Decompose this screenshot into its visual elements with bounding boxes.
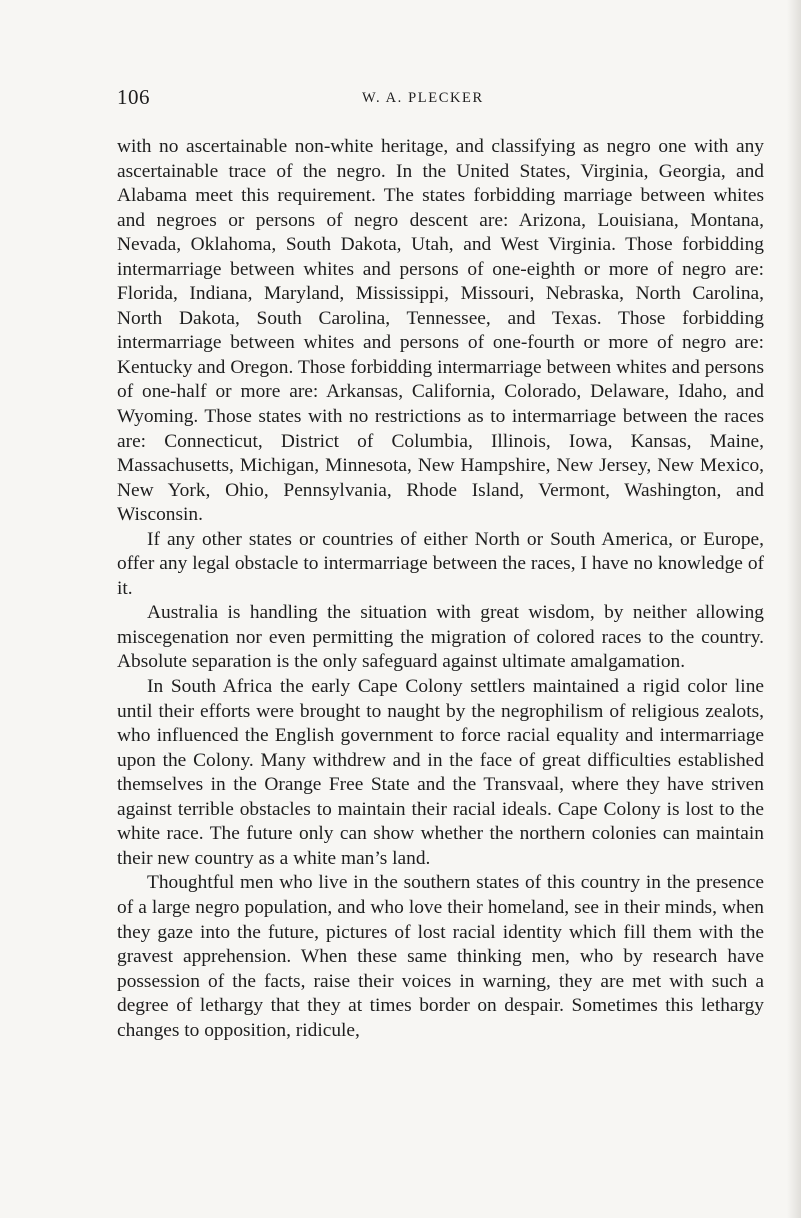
page-header: [117, 85, 767, 115]
running-head: W. A. PLECKER: [362, 90, 484, 106]
paragraph: In South Africa the early Cape Colony settlers maintained a rigid color line until their efforts were brought to naught by the negrophilism of religious zealots, who influenced the English government to force racial equality and intermarriage upon the Colony. Many withdrew and in the face of great difficulties established themselves in the Orange Free State and the Transvaal, where they have striven against terrible obstacles to maintain their racial ideals. Cape Colony is lost to the white race. The future only can show whether the northern colonies can maintain their new country as a white man’s land.: [117, 676, 764, 869]
page-edge-shadow: [787, 0, 801, 1218]
paragraph: Australia is handling the situation with great wisdom, by neither allowing miscegenation nor even permitting the migration of colored races to the country. Absolute separation is the only safeguard against ultimate amalgamation.: [117, 602, 764, 673]
paragraph-continued: with no ascertainable non-white heritage, and classifying as negro one with any ascertainable trace of the negro. In the United States, Virginia, Georgia, and Alabama meet this requirement. The states forbidding marriage between whites and negroes or persons of negro descent are: Arizona, Louisiana, Montana, Nevada, Oklahoma, South Dakota, Utah, and West Virginia. Those forbidding intermarriage between whites and persons of one-eighth or more of negro are: Florida, Indiana, Maryland, Mississippi, Missouri, Nebraska, North Carolina, North Dakota, South Carolina, Tennessee, and Texas. Those forbidding intermarriage between whites and persons of one-fourth or more of negro are: Kentucky and Oregon. Those forbidding intermarriage between whites and persons of one-half or more are: Arkansas, California, Colorado, Delaware, Idaho, and Wyoming. Those states with no restrictions as to intermarriage between the races are: Connecticut, District of Columbia, Illinois, Iowa, Kansas, Maine, Massachusetts, Michigan, Minnesota, New Hampshire, New Jersey, New Mexico, New York, Ohio, Pennsylvania, Rhode Island, Vermont, Washington, and Wisconsin.: [117, 136, 764, 526]
body-text: [117, 135, 764, 1043]
paragraph: If any other states or countries of either North or South America, or Europe, offer any legal obstacle to intermarriage between the races, I have no knowledge of it.: [117, 528, 764, 599]
paragraph: Thoughtful men who live in the southern states of this country in the presence of a large negro population, and who love their homeland, see in their minds, when they gaze into the future, pictures of lost racial identity which fill them with the gravest apprehension. When these same thinking men, who by research have possession of the facts, raise their voices in warning, they are met with such a degree of lethargy that they at times border on despair. Sometimes this lethargy changes to opposition, ridicule,: [117, 872, 764, 1041]
page-number: 106: [117, 85, 150, 109]
